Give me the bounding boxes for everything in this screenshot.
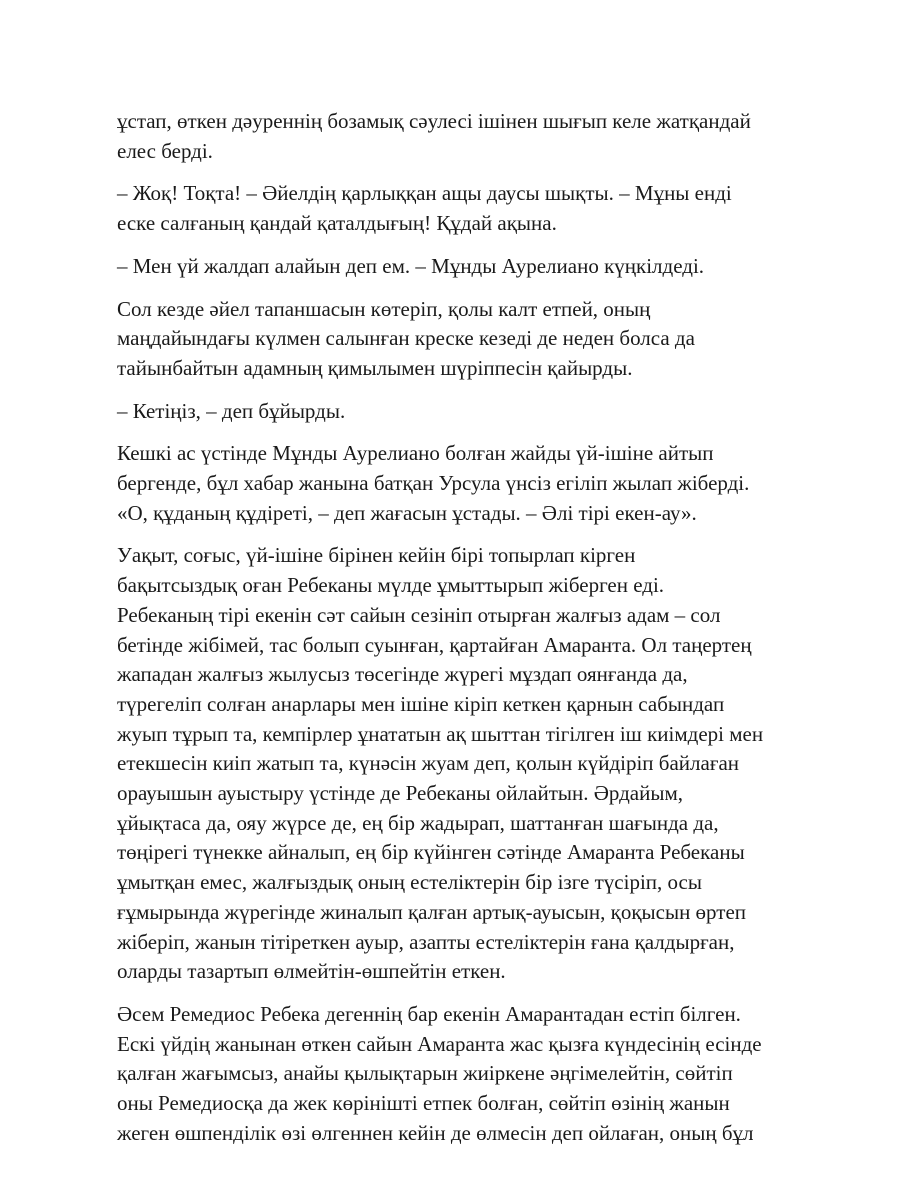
paragraph-5 — [117, 397, 807, 427]
text-line: – Мен үй жалдап алайын деп ем. – Мұнды Аурелиано күңкілдеді. — [117, 253, 705, 278]
text-line: «О, құданың құдіреті, – деп жағасын ұстады. – Әлі тірі екен-ау». — [117, 500, 697, 525]
text-line: жападан жалғыз жылусыз төсегінде жүрегі мұздап оянғанда да, — [117, 662, 688, 687]
text-line: Кешкі ас үстінде Мұнды Аурелиано болған жайды үй-ішіне айтып — [117, 441, 714, 466]
text-line: қалған жағымсыз, анайы қылықтарын жиіркене әңгімелейтін, сөйтіп — [117, 1061, 733, 1086]
text-line: тайынбайтын адамның қимылымен шүріппесін қайырды. — [117, 355, 633, 380]
text-line: түрегеліп солған анарлары мен ішіне кіріп кеткен қарнын сабындап — [117, 691, 725, 716]
text-line: жіберіп, жанын тітіреткен ауыр, азапты естеліктерін ғана қалдырған, — [117, 929, 735, 954]
text-line: ұмытқан емес, жалғыздық оның естеліктерін бір ізге түсіріп, осы — [117, 870, 702, 895]
text-line: бетінде жібімей, тас болып суынған, қартайған Амаранта. Ол таңертең — [117, 632, 752, 657]
paragraph-2 — [117, 179, 807, 238]
text-line: ұстап, өткен дәуреннің бозамық сәулесі ішінен шығып келе жатқандай — [117, 109, 751, 133]
paragraph-6 — [117, 439, 807, 528]
text-line: Ребеканың тірі екенін сәт сайын сезініп отырған жалғыз адам – сол — [117, 602, 721, 627]
text-line: бақытсыздық оған Ребеканы мүлде ұмыттырып жіберген еді. — [117, 573, 665, 598]
text-line: оны Ремедиосқа да жек көрінішті етпек болған, сөйтіп өзінің жанын — [117, 1091, 730, 1116]
text-line: Сол кезде әйел тапаншасын көтеріп, қолы калт етпей, оның — [117, 296, 651, 321]
text-line: маңдайындағы күлмен салынған креске кезеді де неден болса да — [117, 326, 695, 351]
body-text — [117, 107, 807, 1162]
text-line: бергенде, бұл хабар жанына батқан Урсула үнсіз егіліп жылап жіберді. — [117, 471, 750, 496]
text-line: Ескі үйдің жанынан өткен сайын Амаранта жас қызға күндесінің есінде — [117, 1031, 762, 1056]
text-line: етекшесін киіп жатып та, күнәсін жуам деп, қолын күйдіріп байлаған — [117, 751, 740, 776]
text-line: ұйықтаса да, ояу жүрсе де, ең бір жадырап, шаттанған шағында да, — [117, 810, 719, 835]
text-line: орауышын ауыстыру үстінде де Ребеканы ойлайтын. Әрдайым, — [117, 781, 683, 806]
text-line: Уақыт, соғыс, үй-ішіне бірінен кейін бірі топырлап кірген — [117, 543, 636, 568]
paragraph-4 — [117, 295, 807, 384]
text-line: еске салғаның қандай қаталдығың! Құдай ақына. — [117, 211, 557, 236]
text-line: жеген өшпенділік өзі өлгеннен кейін де өлмесін деп ойлаған, оның бұл — [117, 1120, 754, 1145]
text-line: төңірегі түнекке айналып, ең бір күйінген сәтінде Амаранта Ребеканы — [117, 840, 745, 865]
text-line: елес берді. — [117, 138, 213, 163]
text-line: – Кетіңіз, – деп бұйырды. — [117, 398, 346, 423]
paragraph-3 — [117, 252, 807, 282]
text-line: Әсем Ремедиос Ребека дегеннің бар екенін Амарантадан естіп білген. — [117, 1001, 741, 1026]
paragraph-1 — [117, 107, 807, 166]
text-line: – Жоқ! Тоқта! – Әйелдің қарлыққан ащы даусы шықты. – Мұны енді — [117, 181, 732, 206]
text-line: жуып тұрып та, кемпірлер ұнататын ақ шыттан тігілген іш киімдері мен — [117, 721, 764, 746]
paragraph-7 — [117, 541, 807, 987]
text-line: ғұмырында жүрегінде жиналып қалған артық-ауысын, қоқысын өртеп — [117, 899, 747, 924]
paragraph-8 — [117, 1000, 807, 1149]
text-line: оларды тазартып өлмейтін-өшпейтін еткен. — [117, 959, 506, 984]
